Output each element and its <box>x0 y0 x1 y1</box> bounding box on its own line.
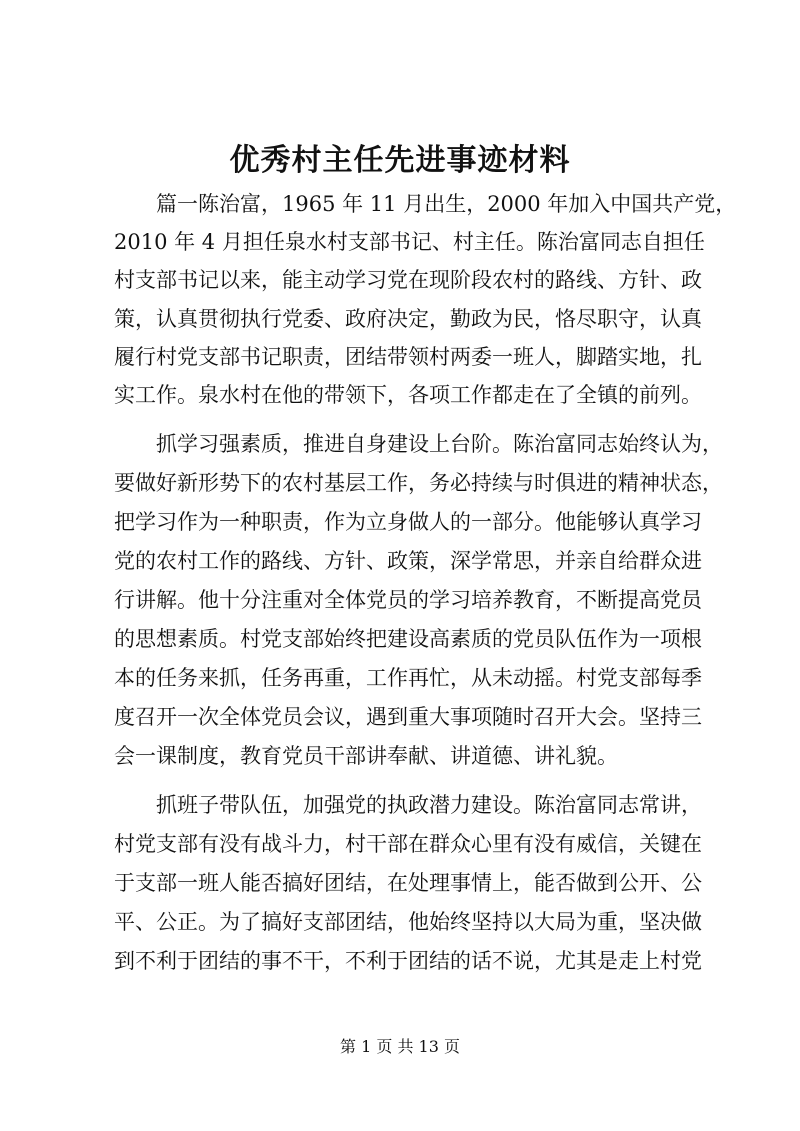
text-line: 平、公正。为了搞好支部团结，他始终坚持以大局为重，坚决做 <box>114 910 702 934</box>
text-line: 把学习作为一种职责，作为立身做人的一部分。他能够认真学习 <box>114 510 702 534</box>
text-line: 村党支部有没有战斗力，村干部在群众心里有没有威信，关键在 <box>114 832 702 856</box>
text-line: 度召开一次全体党员会议，遇到重大事项随时召开大会。坚持三 <box>114 705 702 729</box>
text-line: 抓班子带队伍，加强党的执政潜力建设。陈治富同志常讲， <box>156 793 702 817</box>
text-line: 党的农村工作的路线、方针、政策，深学常思，并亲自给群众进 <box>114 549 702 573</box>
text-line: 于支部一班人能否搞好团结，在处理事情上，能否做到公开、公 <box>114 871 702 895</box>
text-line: 村支部书记以来，能主动学习党在现阶段农村的路线、方针、政 <box>114 268 702 292</box>
text-line: 本的任务来抓，任务再重，工作再忙，从未动摇。村党支部每季 <box>114 666 702 690</box>
text-line: 的思想素质。村党支部始终把建设高素质的党员队伍作为一项根 <box>114 627 702 651</box>
text-line: 实工作。泉水村在他的带领下，各项工作都走在了全镇的前列。 <box>114 383 702 407</box>
text-line: 篇一陈治富，1965 年 11 月出生，2000 年加入中国共产党， <box>156 192 737 216</box>
text-line: 会一课制度，教育党员干部讲奉献、讲道德、讲礼貌。 <box>114 744 618 768</box>
document-title: 优秀村主任先进事迹材料 <box>229 143 571 178</box>
text-line: 到不利于团结的事不干，不利于团结的话不说，尤其是走上村党 <box>114 949 702 973</box>
text-line: 策，认真贯彻执行党委、政府决定，勤政为民，恪尽职守，认真 <box>114 307 702 331</box>
text-line: 抓学习强素质，推进自身建设上台阶。陈治富同志始终认为， <box>156 432 723 456</box>
text-line: 2010 年 4 月担任泉水村支部书记、村主任。陈治富同志自担任 <box>114 230 705 254</box>
text-line: 要做好新形势下的农村基层工作，务必持续与时俱进的精神状态， <box>114 471 723 495</box>
text-line: 行讲解。他十分注重对全体党员的学习培养教育，不断提高党员 <box>114 588 702 612</box>
page-number-footer: 第 1 页 共 13 页 <box>340 1037 460 1056</box>
text-line: 履行村党支部书记职责，团结带领村两委一班人，脚踏实地，扎 <box>114 345 702 369</box>
